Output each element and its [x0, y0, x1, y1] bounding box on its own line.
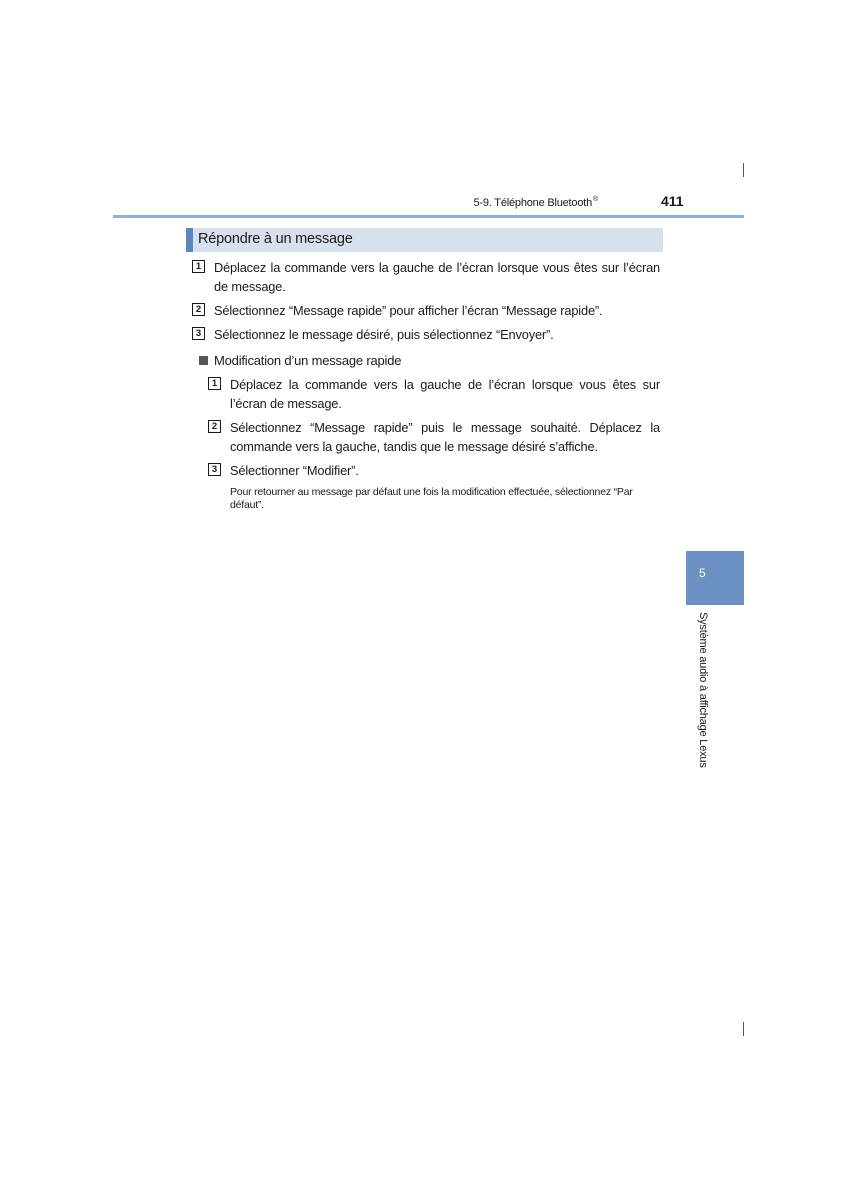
header-rule — [113, 215, 744, 218]
step-number: 3 — [208, 463, 221, 476]
sub-step-2 — [208, 418, 660, 456]
section-heading: Répondre à un message — [198, 231, 353, 247]
main-content — [192, 258, 660, 512]
subsection-title: Modification d’un message rapide — [214, 353, 402, 368]
section-title: 5-9. Téléphone Bluetooth® — [473, 196, 598, 209]
step-number: 2 — [192, 303, 205, 316]
step-text: Déplacez la commande vers la gauche de l’écran lorsque vous êtes sur l’écran de message. — [214, 260, 660, 294]
step-text: Sélectionner “Modifier”. — [230, 463, 359, 478]
chapter-tab — [686, 551, 744, 605]
sub-step-3 — [208, 461, 660, 480]
step-2 — [192, 301, 660, 320]
step-text: Sélectionnez le message désiré, puis sélectionnez “Envoyer”. — [214, 327, 554, 342]
step-number: 2 — [208, 420, 221, 433]
square-bullet-icon — [199, 356, 208, 365]
section-heading-bar — [186, 228, 663, 252]
note-text: Pour retourner au message par défaut une fois la modification effectuée, sélectionnez “Par défaut”. — [230, 486, 633, 511]
subsection-heading — [192, 351, 660, 370]
page-header — [0, 188, 848, 220]
crop-mark-bottom — [743, 1022, 744, 1036]
chapter-number: 5 — [699, 566, 706, 580]
crop-mark-top — [743, 163, 744, 177]
step-number: 1 — [192, 260, 205, 273]
step-text: Sélectionnez “Message rapide” puis le message souhaité. Déplacez la commande vers la gauche, tandis que le message désiré s’affiche. — [230, 420, 660, 454]
sub-step-1 — [208, 375, 660, 413]
page-number: 411 — [661, 193, 684, 209]
step-number: 3 — [192, 327, 205, 340]
step-3 — [192, 325, 660, 344]
subsection-steps — [192, 375, 660, 480]
chapter-label: Système audio à affichage Lexus — [697, 612, 709, 768]
step-number: 1 — [208, 377, 221, 390]
step-1 — [192, 258, 660, 296]
step-text: Déplacez la commande vers la gauche de l’écran lorsque vous êtes sur l’écran de message. — [230, 377, 660, 411]
step-text: Sélectionnez “Message rapide” pour afficher l’écran “Message rapide”. — [214, 303, 603, 318]
registered-mark: ® — [593, 196, 598, 203]
